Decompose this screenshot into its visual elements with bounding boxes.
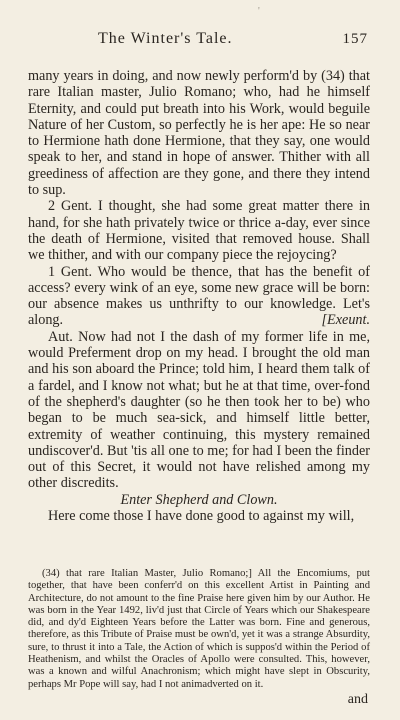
paragraph-3-text: 1 Gent. Who would be thence, that has the benefit of access? every wink of an eye, some new grace will be born: our absence makes us unthrifty to our knowledge. Let's along. xyxy=(28,263,370,329)
corner-mark: ' xyxy=(258,6,260,17)
paragraph-5: Here come those I have done good to against my will, xyxy=(48,508,355,525)
main-text xyxy=(28,68,370,524)
paragraph-2: 2 Gent. I thought, she had some great matter there in hand, for she hath privately twice or thrice a-day, ever since the death of Hermione, visited that removed house. Shall we thither, and with our company piece the rejoycing? xyxy=(28,198,370,264)
exit-direction: [Exeunt. xyxy=(321,312,370,329)
running-header xyxy=(98,30,368,48)
stage-direction: Enter Shepherd and Clown. xyxy=(120,491,278,508)
footnote-34: (34) that rare Italian Master, Julio Romano;] All the Encomiums, put together, that have been conferr'd on this excellent Artist in Painting and Architecture, do not amount to the fine Praise here given him by our Author. He was born in the Year 1492, liv'd just that Circle of Years which our Shakespeare did, and dy'd Eighteen Years before the Latter was born. Fine and generous, therefore, as this Tribute of Praise must be own'd, yet it was a strange Absurdity, sure, to thrust it into a Tale, the Action of which is suppos'd within the Period of Heathenism, and whilst the Oracles of Apollo were consulted. This, however, was a known and wilful Anachronism; which might have slept in Obscurity, perhaps Mr Pope will say, had I not animadverted on it. xyxy=(28,568,370,690)
catchword: and xyxy=(347,692,368,707)
page-number: 157 xyxy=(342,31,368,47)
paragraph-1: many years in doing, and now newly perform'd by (34) that rare Italian master, Julio Romano; who, had he himself Eternity, and could put breath into his Work, would beguile Nature of her Custom, so perfectly he is her ape: He so near to Hermione hath done Hermione, that they say, one would speak to her, and stand in hope of answer. Thither with all greediness of affection are they gone, and there they intend to sup. xyxy=(28,68,370,199)
paragraph-3 xyxy=(28,264,370,329)
paragraph-4: Aut. Now had not I the dash of my former life in me, would Preferment drop on my head. I brought the old man and his son aboard the Prince; told him, I heard them talk of a fardel, and I know not what; but he at that time, over-fond of the shepherd's daughter (so he then took her to be) who began to be much sea-sick, and himself little better, extremity of weather continuing, this mystery remained undiscover'd. But 'tis all one to me; for had I been the finder out of this Secret, it would not have relished among my other discredits. xyxy=(28,328,370,492)
footnotes xyxy=(28,568,370,691)
running-title: The Winter's Tale. xyxy=(98,30,233,47)
